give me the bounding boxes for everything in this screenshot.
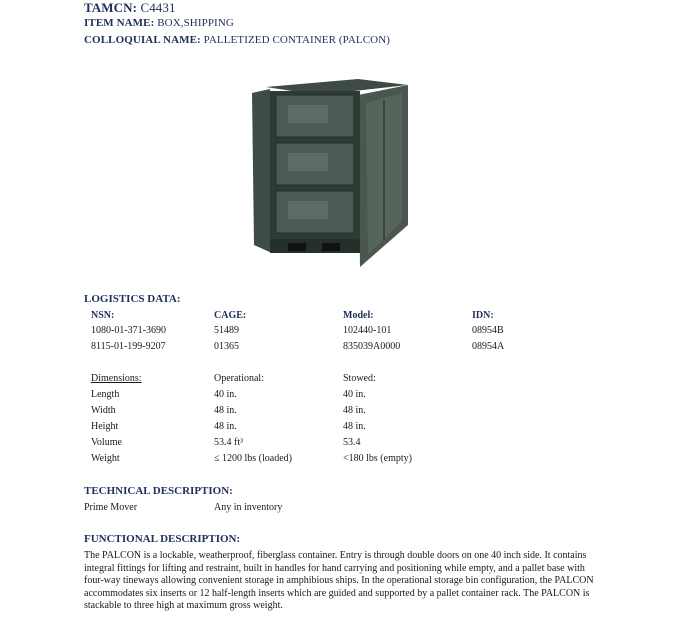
tamcn-value: C4431 — [140, 0, 176, 15]
colloquial-name-line — [84, 34, 390, 46]
col-nsn: NSN: — [91, 310, 115, 321]
colloquial-name-label: COLLOQUIAL NAME: — [84, 34, 201, 46]
nsn-2: 8115-01-199-9207 — [91, 341, 166, 352]
col-model: Model: — [343, 310, 374, 321]
stowed-header: Stowed: — [343, 373, 376, 384]
dim-row-name: Weight — [91, 453, 120, 464]
dim-row-name: Width — [91, 405, 116, 416]
palcon-container-photo — [248, 75, 428, 270]
tamcn-line — [84, 0, 176, 16]
prime-mover-label: Prime Mover — [84, 502, 138, 513]
technical-title: TECHNICAL DESCRIPTION: — [84, 485, 233, 497]
model-2: 835039A0000 — [343, 341, 401, 352]
colloquial-name-value: PALLETIZED CONTAINER (PALCON) — [203, 34, 391, 46]
logistics-title: LOGISTICS DATA: — [84, 293, 181, 305]
cage-2: 01365 — [214, 341, 239, 352]
dim-row-operational: 53.4 ft³ — [214, 437, 244, 448]
dim-row-operational: ≤ 1200 lbs (loaded) — [214, 453, 292, 464]
dim-row-stowed: 40 in. — [343, 389, 366, 400]
functional-title: FUNCTIONAL DESCRIPTION: — [84, 533, 241, 545]
operational-header: Operational: — [214, 373, 264, 384]
dim-row-stowed: 53.4 — [343, 437, 361, 448]
idn-2: 08954A — [472, 341, 505, 352]
col-idn: IDN: — [472, 310, 494, 321]
dim-row-name: Length — [91, 389, 120, 400]
dim-row-name: Volume — [91, 437, 122, 448]
dim-row-name: Height — [91, 421, 119, 432]
dim-row-stowed: 48 in. — [343, 421, 366, 432]
tamcn-label: TAMCN: — [84, 0, 138, 15]
item-name-line — [84, 17, 234, 29]
dim-row-stowed: 48 in. — [343, 405, 366, 416]
model-1: 102440-101 — [343, 325, 392, 336]
idn-1: 08954B — [472, 325, 504, 336]
dim-row-operational: 48 in. — [214, 421, 237, 432]
cage-1: 51489 — [214, 325, 239, 336]
prime-mover-value: Any in inventory — [214, 502, 283, 513]
dim-row-stowed: <180 lbs (empty) — [343, 453, 412, 464]
col-cage: CAGE: — [214, 310, 247, 321]
nsn-1: 1080-01-371-3690 — [91, 325, 166, 336]
dim-row-operational: 48 in. — [214, 405, 237, 416]
dimensions-label: Dimensions: — [91, 373, 142, 384]
functional-description-text: The PALCON is a lockable, weatherproof, fiberglass container. Entry is through double doors on one 40 inch side. It contains integral fittings for lifting and restraint, built in handles for hand carrying and positioning while empty, and a pallet base with four-way tineways allowing convenient storage in amphibious ships. In the operational storage bin configuration, the PALCON accommodates six inserts or 12 half-length inserts which are guided and supported by a pallet container rack. The PALCON is stackable to three high at maximum gross weight. — [84, 550, 594, 612]
dim-row-operational: 40 in. — [214, 389, 237, 400]
item-name-label: ITEM NAME: — [84, 17, 155, 29]
item-name-value: BOX,SHIPPING — [157, 17, 234, 29]
